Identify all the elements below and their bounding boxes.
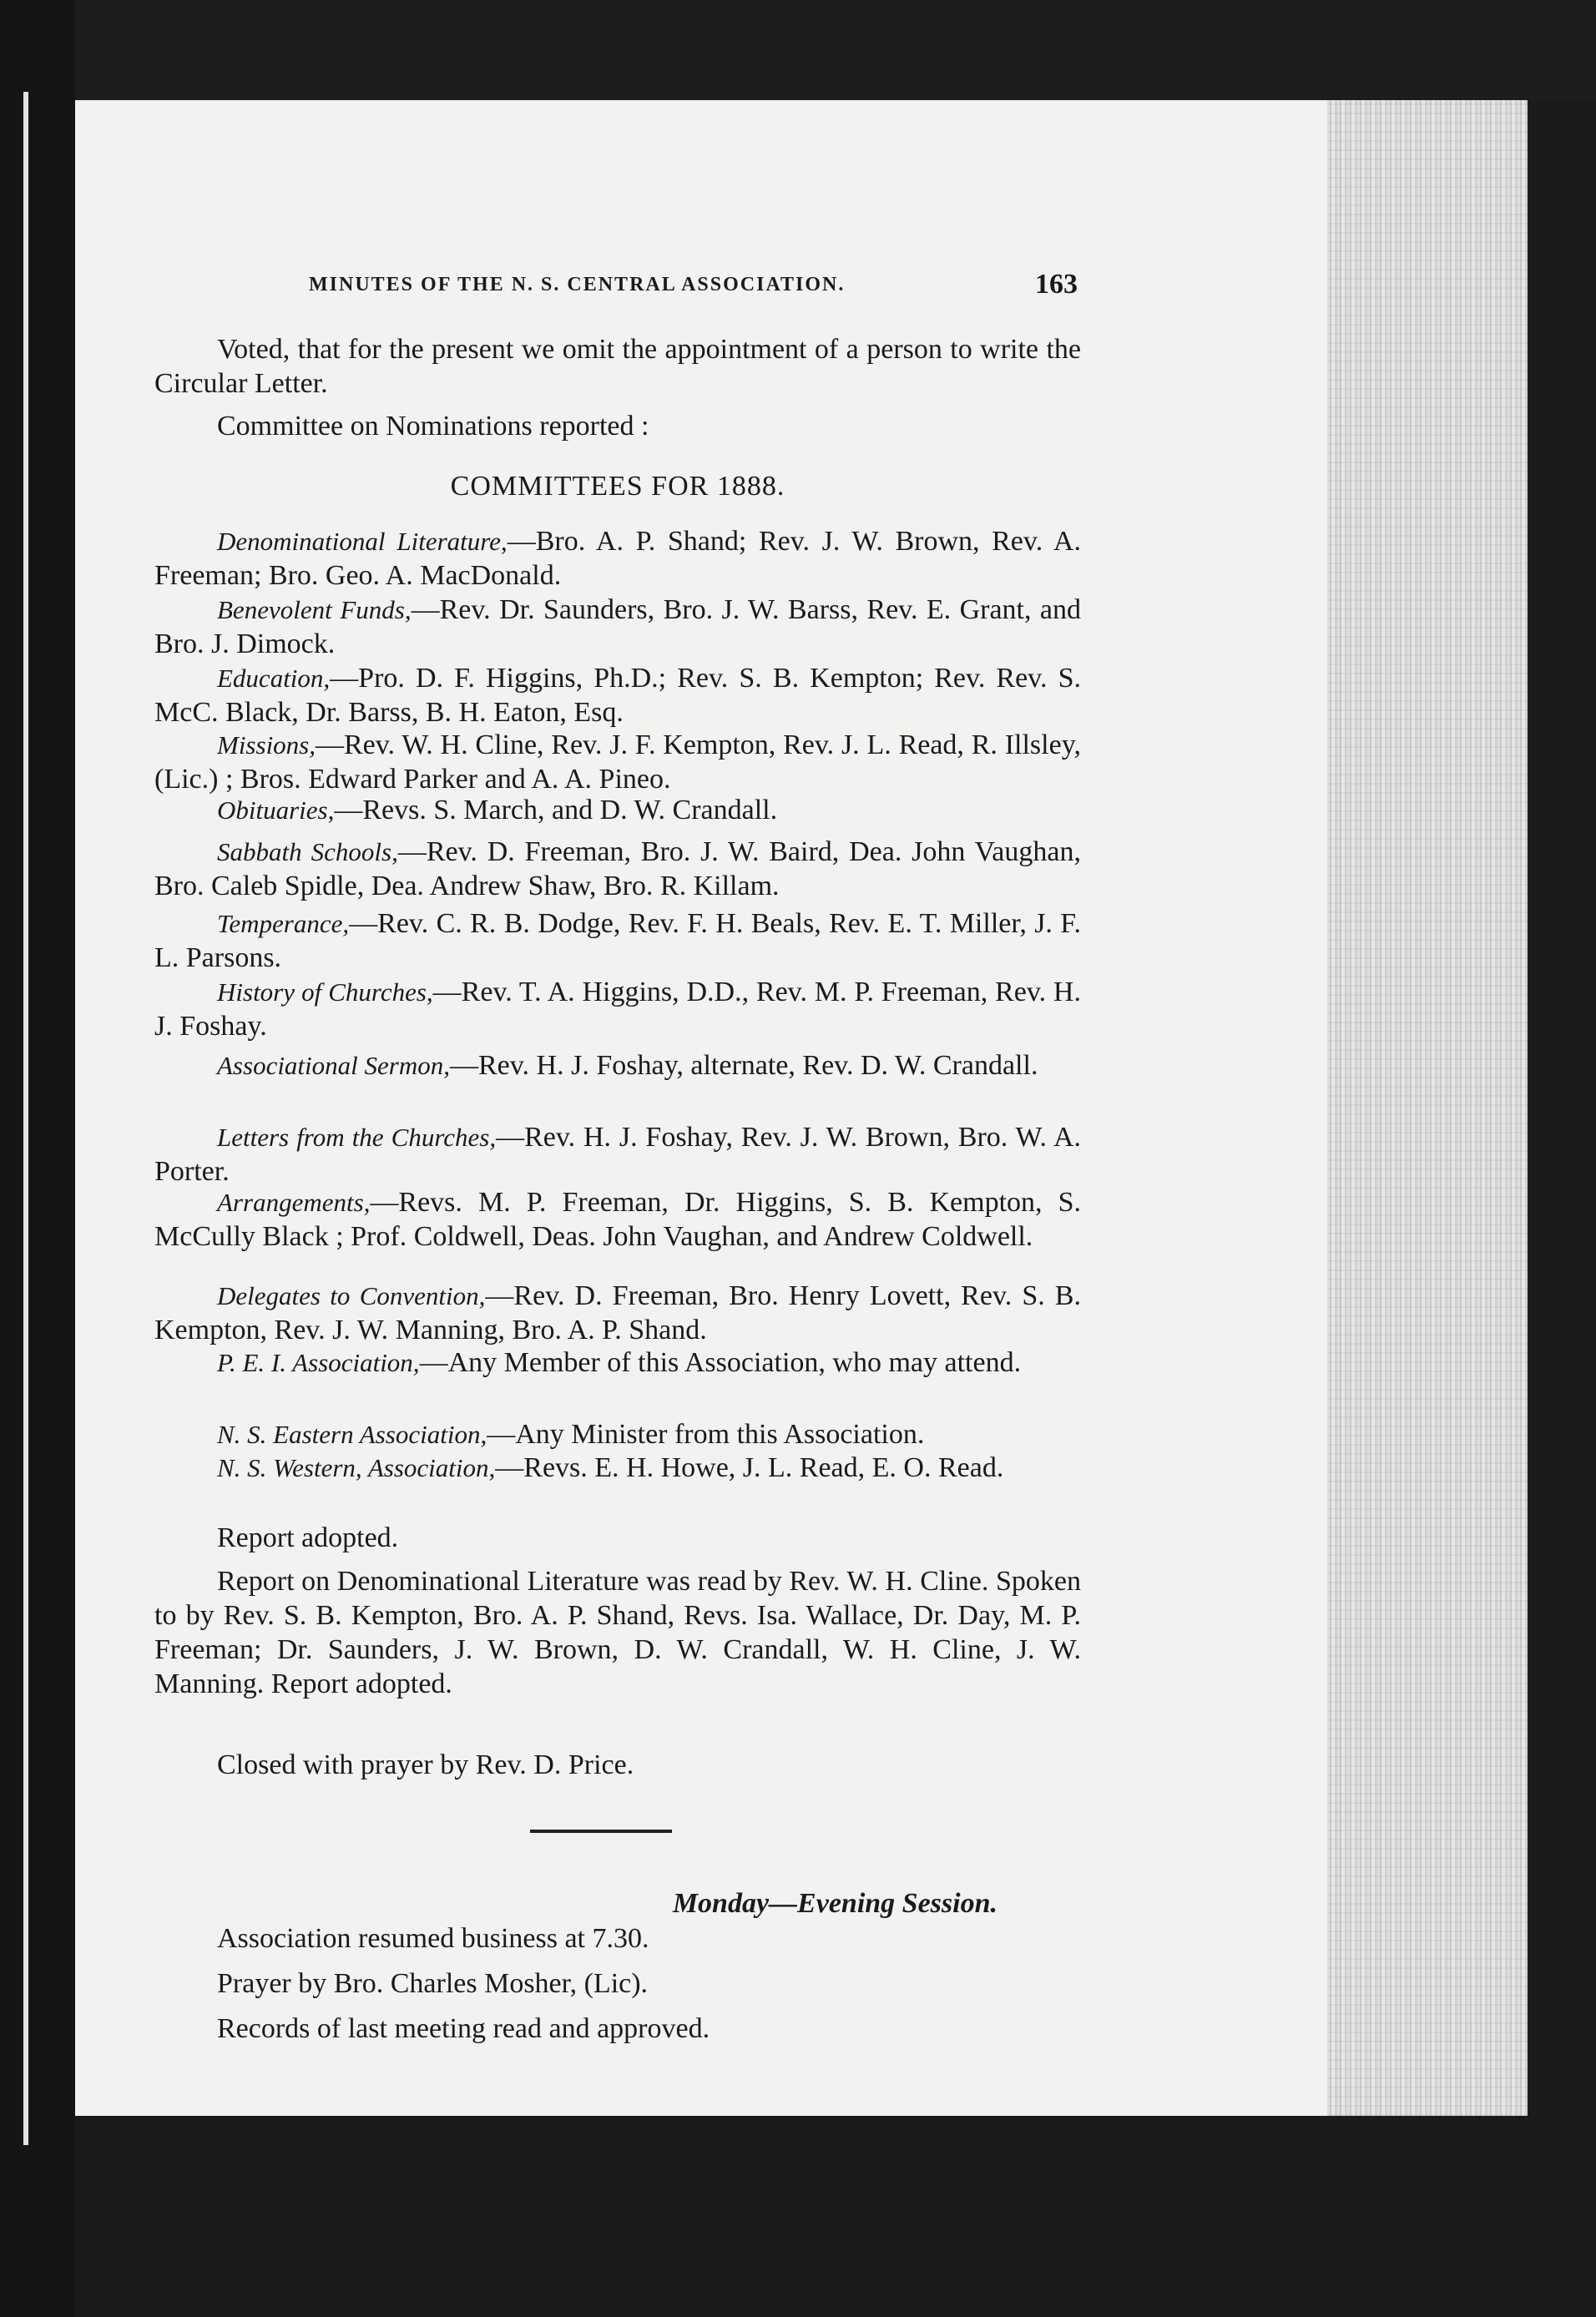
running-title: MINUTES OF THE N. S. CENTRAL ASSOCIATION. [309,274,846,295]
nominations-paragraph: Committee on Nominations reported : [217,411,649,442]
scan-bottom-margin [75,2116,1596,2317]
scan-left-margin [0,0,75,2317]
page-stack-edges [1327,100,1528,2116]
section-divider [530,1830,672,1833]
evening-line: Association resumed business at 7.30. [217,1923,649,1954]
committees-title: COMMITTEES FOR 1888. [450,471,785,502]
committee-entry: Benevolent Funds,—Rev. Dr. Saunders, Bro. J. W. Barss, Rev. E. Grant, and Bro. J. Dimock. [154,594,1081,659]
committee-entry: Denominational Literature,—Bro. A. P. Shand; Rev. J. W. Brown, Rev. A. Freeman; Bro. Geo. A. MacDonald. [154,526,1081,591]
committee-entry: Arrangements,—Revs. M. P. Freeman, Dr. Higgins, S. B. Kempton, S. McCully Black ; Prof. Coldwell, Deas. John Vaughan, and Andrew Coldwell. [154,1187,1081,1252]
committee-entry: Obituaries,—Revs. S. March, and D. W. Crandall. [217,795,778,825]
committee-entry: Temperance,—Rev. C. R. B. Dodge, Rev. F. H. Beals, Rev. E. T. Miller, J. F. L. Parsons. [154,908,1081,973]
committee-entry: History of Churches,—Rev. T. A. Higgins, D.D., Rev. M. P. Freeman, Rev. H. J. Foshay. [154,977,1081,1042]
voted-paragraph: Voted, that for the present we omit the appointment of a person to write the Circular Letter. [154,334,1081,399]
evening-line: Prayer by Bro. Charles Mosher, (Lic). [217,1968,649,1999]
session-heading: Monday—Evening Session. [672,1888,998,1919]
previous-page-edge [23,92,28,2145]
committee-entry: Education,—Pro. D. F. Higgins, Ph.D.; Rev. S. B. Kempton; Rev. Rev. S. McC. Black, Dr. Barss, B. H. Eaton, Esq. [154,663,1081,728]
committee-entry: P. E. I. Association,—Any Member of this Association, who may attend. [217,1347,1022,1378]
committee-entry: Delegates to Convention,—Rev. D. Freeman, Bro. Henry Lovett, Rev. S. B. Kempton, Rev. J. W. Manning, Bro. A. P. Shand. [154,1280,1081,1345]
report-adopted: Report adopted. [217,1522,399,1553]
committee-entry: Associational Sermon,—Rev. H. J. Foshay, alternate, Rev. D. W. Crandall. [217,1050,1038,1081]
book-page [75,100,1369,2116]
literature-report-paragraph: Report on Denominational Literature was read by Rev. W. H. Cline. Spoken to by Rev. S. B. Kempton, Bro. A. P. Shand, Revs. Isa. Wallace, Dr. Day, M. P. Freeman; Dr. Saunders, J. W. Brown, D. W. Crandall, W. H. Cline, J. W. Manning. Report adopted. [154,1566,1081,1699]
committee-entry: Sabbath Schools,—Rev. D. Freeman, Bro. J. W. Baird, Dea. John Vaughan, Bro. Caleb Spidle, Dea. Andrew Shaw, Bro. R. Killam. [154,836,1081,901]
evening-line: Records of last meeting read and approved. [217,2013,710,2044]
committee-entry: Missions,—Rev. W. H. Cline, Rev. J. F. Kempton, Rev. J. L. Read, R. Illsley, (Lic.) ; Bros. Edward Parker and A. A. Pineo. [154,729,1081,795]
committee-entry: N. S. Western, Association,—Revs. E. H. Howe, J. L. Read, E. O. Read. [217,1452,1004,1483]
committee-entry: Letters from the Churches,—Rev. H. J. Foshay, Rev. J. W. Brown, Bro. W. A. Porter. [154,1122,1081,1187]
scan-right-margin [1528,100,1596,2116]
page-number: 163 [1035,269,1078,300]
closing-prayer: Closed with prayer by Rev. D. Price. [217,1749,634,1780]
committee-entry: N. S. Eastern Association,—Any Minister from this Association. [217,1419,925,1450]
